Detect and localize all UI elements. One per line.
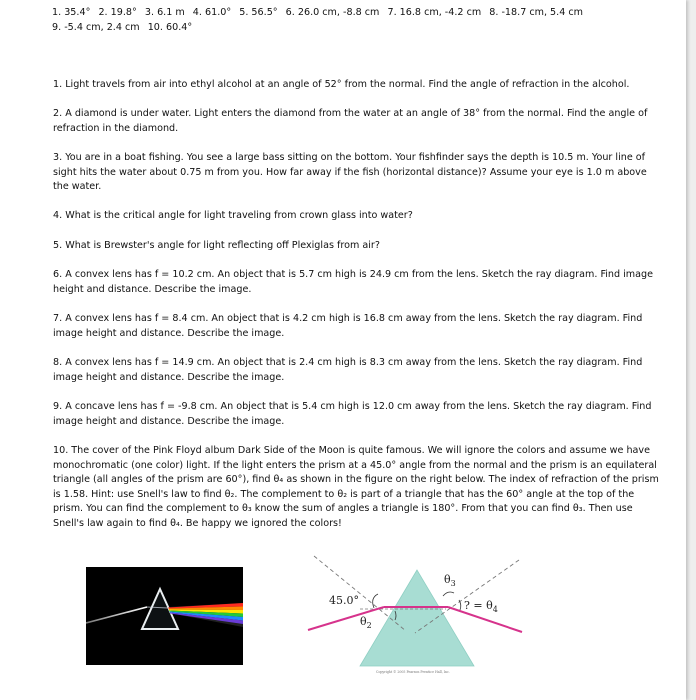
answer-10: 10. 60.4° [147, 22, 193, 33]
answer-7: 7. 16.8 cm, -4.2 cm [387, 7, 482, 18]
incident-angle-label: 45.0° [329, 594, 359, 607]
album-cover-art [86, 567, 243, 665]
answer-8: 8. -18.7 cm, 5.4 cm [489, 7, 583, 18]
theta2-label: $\theta_2$ [360, 615, 372, 630]
question-7: 7. A convex lens has f = 8.4 cm. An object that is 4.2 cm high is 16.8 cm away from the lens. Sketch the ray diagram. Find image height and distance. Describe the image. [53, 313, 643, 339]
answer-1: 1. 35.4° [52, 7, 91, 18]
prism-triangle [360, 570, 474, 666]
question-8: 8. A convex lens has f = 14.9 cm. An object that is 2.4 cm high is 8.3 cm away from the lens. Sketch the ray diagram. Find image height and distance. Describe the image. [53, 357, 643, 383]
answer-key [52, 5, 672, 35]
answer-4: 4. 61.0° [192, 7, 232, 18]
answer-key-line-2 [52, 20, 672, 35]
question-5: 5. What is Brewster's angle for light reflecting off Plexiglas from air? [53, 240, 380, 251]
theta3-arc [443, 592, 454, 596]
question-10: 10. The cover of the Pink Floyd album Dark Side of the Moon is quite famous. We will ignore the colors and assume we have monochromatic (one color) light. If the light enters the prism at a 45.0° angle from the normal and the prism is an equilateral triangle (all angles of the prism are 60°), find θ₄ as shown in the figure on the right below. The index of refraction of the prism is 1.58. Hint: use Snell's law to find θ₂. The complement to θ₂ is part of a triangle that has the 60° angle at the top of the prism. You can find the complement to θ₃ know the sum of angles a triangle is 180°. From that you can find θ₃. Then use Snell's law again to find θ₄. Be happy we ignored the colors! [53, 445, 659, 529]
theta3-label: $\theta_3$ [444, 573, 456, 588]
incident-ray [308, 607, 384, 630]
answer-6: 6. 26.0 cm, -8.8 cm [285, 7, 380, 18]
album-cover-image [86, 567, 243, 665]
answer-3: 3. 6.1 m [144, 7, 185, 18]
answer-key-line-1 [52, 5, 672, 20]
question-4: 4. What is the critical angle for light traveling from crown glass into water? [53, 210, 413, 221]
answer-5: 5. 56.5° [239, 7, 278, 18]
prism-diagram [298, 548, 524, 676]
question-6: 6. A convex lens has f = 10.2 cm. An object that is 5.7 cm high is 24.9 cm from the lens. Sketch the ray diagram. Find image height and distance. Describe the image. [53, 269, 654, 295]
question-2: 2. A diamond is under water. Light enters the diamond from the water at an angle of 38° from the normal. Find the angle of refraction in the diamond. [53, 108, 648, 134]
question-3: 3. You are in a boat fishing. You see a large bass sitting on the bottom. Your fishfinder says the depth is 10.5 m. Your line of sight hits the water about 0.75 m from you. How far away if the fish (horizontal distance)? Assume your eye is 1.0 m above the water. [53, 152, 647, 193]
copyright-notice: Copyright © 2005 Pearson Prentice Hall, Inc. [376, 670, 450, 674]
question-9: 9. A concave lens has f = -9.8 cm. An object that is 5.4 cm high is 12.0 cm away from the lens. Sketch the ray diagram. Find image height and distance. Describe the image. [53, 401, 652, 427]
answer-2: 2. 19.8° [98, 7, 137, 18]
question-1: 1. Light travels from air into ethyl alcohol at an angle of 52° from the normal. Find the angle of refraction in the alcohol. [53, 79, 630, 90]
prism-refraction-figure [298, 548, 524, 676]
theta4-label: ? = $\theta_4$ [464, 599, 498, 614]
answer-9: 9. -5.4 cm, 2.4 cm [52, 22, 140, 33]
